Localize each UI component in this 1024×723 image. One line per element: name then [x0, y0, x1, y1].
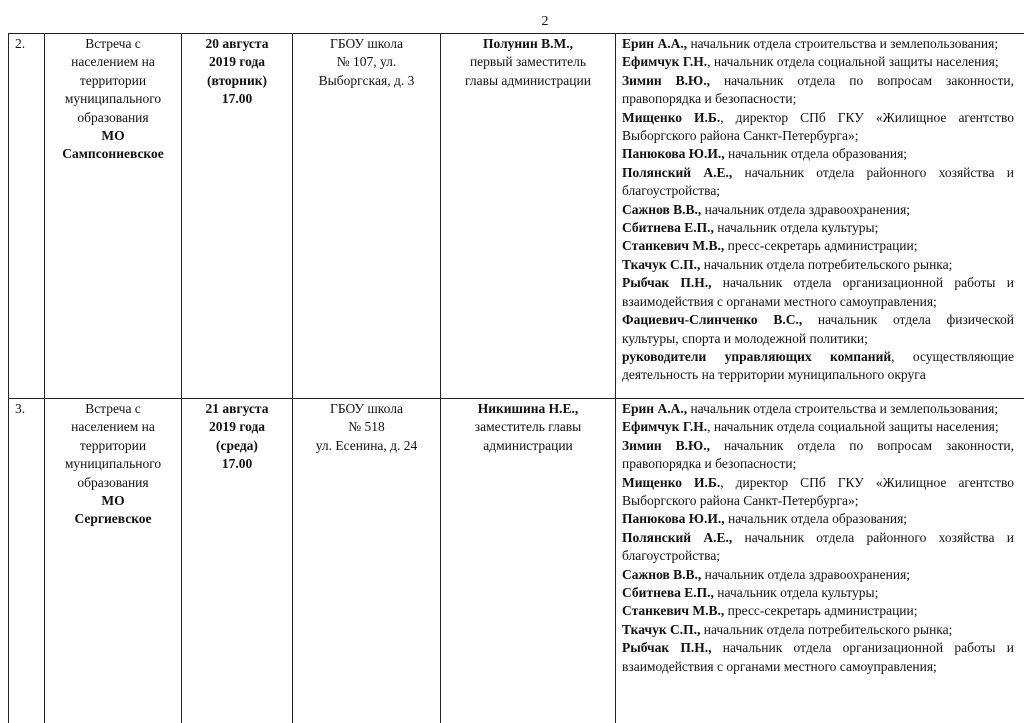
date-line: (среда) — [185, 437, 289, 455]
participant-entry — [622, 145, 1014, 163]
event-line: Встреча с — [48, 400, 178, 418]
participant-name: Сбитнева Е.П., — [622, 585, 714, 600]
participant-entry — [622, 109, 1014, 146]
participant-role: начальник отдела организационной работы и взаимодействия с органами местного самоуправления; — [622, 640, 1014, 673]
participant-role: , начальник отдела социальной защиты населения; — [707, 419, 998, 434]
participant-name: Фациевич-Слинченко В.С., — [622, 312, 802, 327]
place-line: № 518 — [296, 418, 437, 436]
date-line: 2019 года — [185, 53, 289, 71]
participant-role: начальник отдела потребительского рынка; — [700, 257, 952, 272]
participant-role: начальник отдела культуры; — [714, 220, 878, 235]
responsible-cell — [441, 34, 616, 399]
participant-entry — [622, 237, 1014, 255]
place-line: № 107, ул. — [296, 53, 437, 71]
place-cell — [293, 399, 441, 723]
event-line: территории — [48, 437, 178, 455]
responsible-title-line: главы администрации — [444, 72, 612, 90]
participant-name: Рыбчак П.Н., — [622, 640, 712, 655]
place-line: Выборгская, д. 3 — [296, 72, 437, 90]
participant-entry — [622, 256, 1014, 274]
participant-role: начальник отдела здравоохранения; — [701, 202, 910, 217]
participants-cell — [616, 399, 1024, 723]
participant-entry — [622, 72, 1014, 109]
participant-role: начальник отдела организационной работы и взаимодействия с органами местного самоуправления; — [622, 275, 1014, 308]
participant-role: начальник отдела районного хозяйства и благоустройства; — [622, 530, 1014, 563]
participant-entry — [622, 348, 1014, 385]
mo-name: Сергиевское — [48, 510, 178, 528]
participant-name: Полянский А.Е., — [622, 165, 732, 180]
event-line: населением на — [48, 53, 178, 71]
date-cell — [182, 399, 293, 723]
participant-role: начальник отдела здравоохранения; — [701, 567, 910, 582]
participant-name: Сбитнева Е.П., — [622, 220, 714, 235]
participant-role: начальник отдела по вопросам законности, правопорядка и безопасности; — [622, 73, 1014, 106]
participant-role: начальник отдела строительства и землепользования; — [687, 36, 998, 51]
participant-entry — [622, 219, 1014, 237]
participant-entry — [622, 311, 1014, 348]
date-line: (вторник) — [185, 72, 289, 90]
participant-name: Ерин А.А., — [622, 401, 687, 416]
date-line: 2019 года — [185, 418, 289, 436]
participant-role: начальник отдела районного хозяйства и благоустройства; — [622, 165, 1014, 198]
participant-entry — [622, 584, 1014, 602]
participant-name: Зимин В.Ю., — [622, 438, 710, 453]
participant-name: Панюкова Ю.И., — [622, 511, 725, 526]
participant-entry — [622, 53, 1014, 71]
participant-name: Рыбчак П.Н., — [622, 275, 712, 290]
participant-role: , директор СПб ГКУ «Жилищное агентство Выборгского района Санкт-Петербурга»; — [622, 110, 1014, 143]
date-cell — [182, 34, 293, 399]
participant-role: пресс-секретарь администрации; — [724, 238, 917, 253]
table-row — [9, 399, 1024, 723]
page-number: 2 — [0, 14, 1024, 30]
event-line: территории — [48, 72, 178, 90]
participant-name: Станкевич М.В., — [622, 603, 724, 618]
participant-entry — [622, 35, 1014, 53]
participant-role: , осуществляющие деятельность на территории муниципального округа — [622, 349, 1014, 382]
responsible-name: Полунин В.М., — [444, 35, 612, 53]
place-line: ГБОУ школа — [296, 400, 437, 418]
participant-role: начальник отдела образования; — [725, 511, 907, 526]
schedule-table-wrapper — [8, 33, 1024, 723]
participant-entry — [622, 639, 1014, 676]
responsible-cell — [441, 399, 616, 723]
row-number: 2. — [9, 34, 45, 399]
participant-entry — [622, 602, 1014, 620]
participant-role: начальник отдела по вопросам законности, правопорядка и безопасности; — [622, 438, 1014, 471]
participant-name: Мищенко И.Б. — [622, 110, 720, 125]
participant-name: Ткачук С.П., — [622, 257, 700, 272]
participant-name: Ткачук С.П., — [622, 622, 700, 637]
mo-label: МО — [48, 127, 178, 145]
participant-role: начальник отдела строительства и землепользования; — [687, 401, 998, 416]
participant-role: начальник отдела культуры; — [714, 585, 878, 600]
table-row — [9, 34, 1024, 399]
responsible-title-line: заместитель главы — [444, 418, 612, 436]
participant-entry — [622, 510, 1014, 528]
schedule-table — [8, 33, 1024, 723]
participant-entry — [622, 474, 1014, 511]
responsible-name: Никишина Н.Е., — [444, 400, 612, 418]
event-line: муниципального — [48, 455, 178, 473]
date-line: 20 августа — [185, 35, 289, 53]
event-line: Встреча с — [48, 35, 178, 53]
participant-name: руководители управляющих компаний — [622, 349, 891, 364]
place-line: ул. Есенина, д. 24 — [296, 437, 437, 455]
participant-role: начальник отдела образования; — [725, 146, 907, 161]
place-line: ГБОУ школа — [296, 35, 437, 53]
date-line: 21 августа — [185, 400, 289, 418]
place-cell — [293, 34, 441, 399]
participant-name: Сажнов В.В., — [622, 567, 701, 582]
participant-entry — [622, 566, 1014, 584]
participant-name: Станкевич М.В., — [622, 238, 724, 253]
participant-entry — [622, 274, 1014, 311]
participant-role: пресс-секретарь администрации; — [724, 603, 917, 618]
participant-role: , начальник отдела социальной защиты населения; — [707, 54, 998, 69]
participant-entry — [622, 437, 1014, 474]
participant-name: Мищенко И.Б. — [622, 475, 720, 490]
event-line: населением на — [48, 418, 178, 436]
participant-entry — [622, 201, 1014, 219]
participants-cell — [616, 34, 1024, 399]
participant-entry — [622, 400, 1014, 418]
event-cell — [45, 34, 182, 399]
time-line: 17.00 — [185, 90, 289, 108]
participant-name: Панюкова Ю.И., — [622, 146, 725, 161]
participant-entry — [622, 529, 1014, 566]
participant-role: начальник отдела потребительского рынка; — [700, 622, 952, 637]
participant-name: Ефимчук Г.Н. — [622, 419, 707, 434]
row-number: 3. — [9, 399, 45, 723]
participant-name: Ерин А.А., — [622, 36, 687, 51]
event-line: образования — [48, 109, 178, 127]
participant-entry — [622, 164, 1014, 201]
responsible-title-line: первый заместитель — [444, 53, 612, 71]
time-line: 17.00 — [185, 455, 289, 473]
event-line: образования — [48, 474, 178, 492]
participant-name: Полянский А.Е., — [622, 530, 732, 545]
participant-entry — [622, 418, 1014, 436]
participant-name: Сажнов В.В., — [622, 202, 701, 217]
participant-name: Зимин В.Ю., — [622, 73, 710, 88]
event-line: муниципального — [48, 90, 178, 108]
participant-role: , директор СПб ГКУ «Жилищное агентство Выборгского района Санкт-Петербурга»; — [622, 475, 1014, 508]
mo-label: МО — [48, 492, 178, 510]
event-cell — [45, 399, 182, 723]
participant-name: Ефимчук Г.Н. — [622, 54, 707, 69]
responsible-title-line: администрации — [444, 437, 612, 455]
mo-name: Сампсониевское — [48, 145, 178, 163]
participant-role: начальник отдела физической культуры, спорта и молодежной политики; — [622, 312, 1014, 345]
participant-entry — [622, 621, 1014, 639]
